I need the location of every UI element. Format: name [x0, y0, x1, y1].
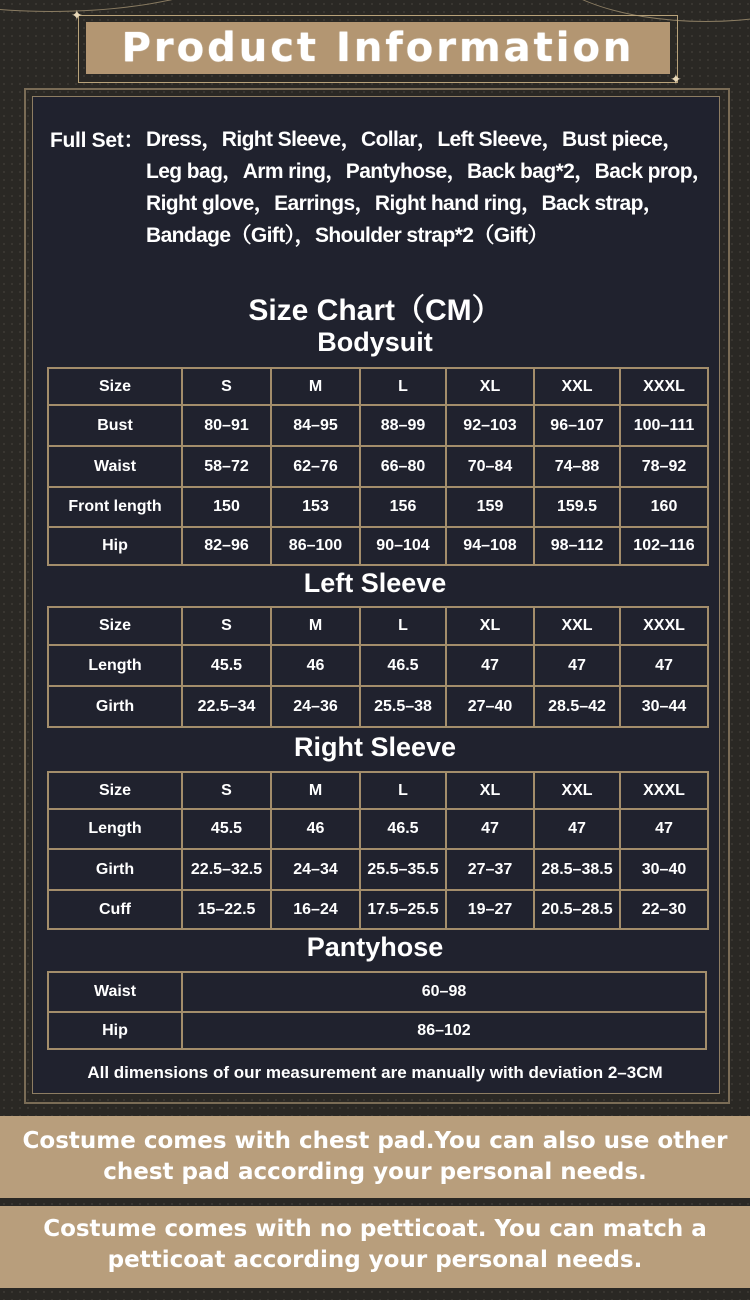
row-label-cell: Hip [48, 527, 182, 565]
decorative-arc-left [0, 0, 262, 12]
row-label-cell: Length [48, 645, 182, 686]
table-cell: 98–112 [534, 527, 620, 565]
left-sleeve-title: Left Sleeve [303, 568, 447, 598]
table-cell: 17.5–25.5 [360, 890, 446, 929]
table-row [48, 645, 708, 686]
table-cell: 153 [271, 487, 360, 527]
header-cell: XXXL [620, 772, 708, 809]
table-cell: 84–95 [271, 405, 360, 446]
table-cell: 159 [446, 487, 534, 527]
table-row [48, 446, 708, 487]
table-cell: 28.5–42 [534, 686, 620, 727]
table-cell: 60–98 [182, 972, 706, 1012]
table-cell: 45.5 [182, 809, 271, 849]
right-sleeve-size-table [47, 771, 709, 930]
row-label-cell: Cuff [48, 890, 182, 929]
table-cell: 46.5 [360, 645, 446, 686]
table-cell: 24–34 [271, 849, 360, 890]
table-cell: 47 [446, 809, 534, 849]
notice-line: Costume comes with chest pad.You can also use other [22, 1128, 728, 1154]
pantyhose-title: Pantyhose [306, 932, 444, 962]
header-cell: M [271, 772, 360, 809]
full-set-line: Leg bag，Arm ring，Pantyhose，Back bag*2，Back prop， [146, 160, 713, 183]
table-cell: 27–40 [446, 686, 534, 727]
header-cell: XXL [534, 772, 620, 809]
table-cell: 22.5–34 [182, 686, 271, 727]
full-set-line: Dress，Right Sleeve，Collar，Left Sleeve，Bust piece， [146, 128, 683, 151]
table-row [48, 972, 706, 1012]
header-cell: L [360, 772, 446, 809]
table-row [48, 405, 708, 446]
table-cell: 22–30 [620, 890, 708, 929]
notice-line: Costume comes with no petticoat. You can match a [43, 1216, 707, 1242]
table-cell: 30–40 [620, 849, 708, 890]
table-row [48, 849, 708, 890]
petticoat-notice [0, 1206, 750, 1288]
row-label-cell: Girth [48, 849, 182, 890]
table-cell: 27–37 [446, 849, 534, 890]
header-cell: XXXL [620, 368, 708, 405]
bodysuit-size-table [47, 367, 709, 566]
header-cell: XL [446, 607, 534, 645]
header-cell: L [360, 607, 446, 645]
header-cell: S [182, 368, 271, 405]
header-cell: XXXL [620, 607, 708, 645]
table-row [48, 527, 708, 565]
row-label-cell: Waist [48, 972, 182, 1012]
table-row [48, 487, 708, 527]
table-row [48, 809, 708, 849]
sparkle-icon: ✦ [71, 7, 83, 23]
table-cell: 47 [620, 809, 708, 849]
table-cell: 46 [271, 645, 360, 686]
pantyhose-size-table [47, 971, 707, 1050]
table-cell: 47 [534, 645, 620, 686]
table-cell: 47 [446, 645, 534, 686]
table-cell: 66–80 [360, 446, 446, 487]
table-cell: 16–24 [271, 890, 360, 929]
header-cell: XXL [534, 368, 620, 405]
row-label-cell: Bust [48, 405, 182, 446]
table-cell: 19–27 [446, 890, 534, 929]
chest-pad-notice [0, 1116, 750, 1198]
table-cell: 45.5 [182, 645, 271, 686]
table-cell: 15–22.5 [182, 890, 271, 929]
table-cell: 20.5–28.5 [534, 890, 620, 929]
table-cell: 47 [534, 809, 620, 849]
bodysuit-title: Bodysuit [317, 327, 433, 357]
table-cell: 150 [182, 487, 271, 527]
row-label-cell: Length [48, 809, 182, 849]
header-cell: S [182, 772, 271, 809]
full-set-line: Bandage（Gift），Shoulder strap*2（Gift） [146, 224, 548, 247]
table-cell: 160 [620, 487, 708, 527]
table-cell: 74–88 [534, 446, 620, 487]
table-cell: 47 [620, 645, 708, 686]
table-cell: 70–84 [446, 446, 534, 487]
full-set-line: Right glove，Earrings，Right hand ring，Back strap， [146, 192, 664, 215]
product-information-banner [86, 22, 670, 74]
header-cell: Size [48, 772, 182, 809]
table-cell: 25.5–35.5 [360, 849, 446, 890]
table-row [48, 890, 708, 929]
table-cell: 156 [360, 487, 446, 527]
table-cell: 92–103 [446, 405, 534, 446]
table-cell: 94–108 [446, 527, 534, 565]
table-cell: 30–44 [620, 686, 708, 727]
header-cell: Size [48, 368, 182, 405]
row-label-cell: Front length [48, 487, 182, 527]
table-row [48, 1012, 706, 1049]
table-cell: 96–107 [534, 405, 620, 446]
table-cell: 100–111 [620, 405, 708, 446]
notice-line: petticoat according your personal needs. [107, 1247, 643, 1273]
table-cell: 102–116 [620, 527, 708, 565]
table-cell: 58–72 [182, 446, 271, 487]
table-cell: 82–96 [182, 527, 271, 565]
table-cell: 80–91 [182, 405, 271, 446]
row-label-cell: Hip [48, 1012, 182, 1049]
table-cell: 28.5–38.5 [534, 849, 620, 890]
header-cell: XL [446, 772, 534, 809]
left-sleeve-size-table [47, 606, 709, 728]
header-cell: XL [446, 368, 534, 405]
table-cell: 62–76 [271, 446, 360, 487]
table-cell: 78–92 [620, 446, 708, 487]
banner-title: Product Information [121, 25, 635, 71]
row-label-cell: Waist [48, 446, 182, 487]
table-row [48, 686, 708, 727]
deviation-note: All dimensions of our measurement are manually with deviation 2–3CM [87, 1063, 663, 1082]
table-cell: 22.5–32.5 [182, 849, 271, 890]
table-header-row [48, 368, 708, 405]
table-cell: 86–102 [182, 1012, 706, 1049]
table-header-row [48, 607, 708, 645]
header-cell: M [271, 607, 360, 645]
table-cell: 86–100 [271, 527, 360, 565]
table-cell: 25.5–38 [360, 686, 446, 727]
notice-line: chest pad according your personal needs. [103, 1159, 647, 1185]
header-cell: XXL [534, 607, 620, 645]
table-header-row [48, 772, 708, 809]
header-cell: S [182, 607, 271, 645]
header-cell: Size [48, 607, 182, 645]
full-set-label: Full Set： [50, 129, 145, 152]
size-chart-title: Size Chart（CM） [248, 294, 502, 327]
table-cell: 46.5 [360, 809, 446, 849]
sparkle-icon: ✦ [670, 71, 682, 87]
header-cell: L [360, 368, 446, 405]
header-cell: M [271, 368, 360, 405]
table-cell: 159.5 [534, 487, 620, 527]
table-cell: 24–36 [271, 686, 360, 727]
right-sleeve-title: Right Sleeve [293, 732, 457, 762]
table-cell: 88–99 [360, 405, 446, 446]
table-cell: 46 [271, 809, 360, 849]
table-cell: 90–104 [360, 527, 446, 565]
row-label-cell: Girth [48, 686, 182, 727]
